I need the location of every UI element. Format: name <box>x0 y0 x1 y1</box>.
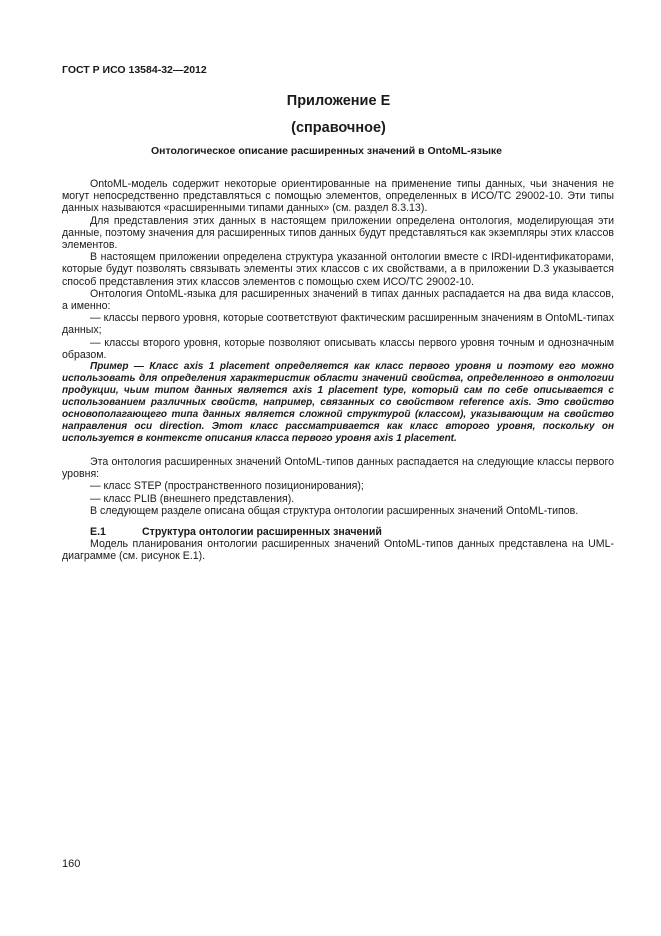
document-body <box>62 178 614 563</box>
section-heading <box>62 526 614 538</box>
standard-header: ГОСТ Р ИСО 13584-32—2012 <box>62 64 207 76</box>
spacer <box>62 445 614 456</box>
paragraph: Эта онтология расширенных значений OntoML-типов данных распадается на следующие классы первого уровня: <box>62 456 614 481</box>
list-item: — класс PLIB (внешнего представления). <box>90 492 295 505</box>
paragraph: OntoML-модель содержит некоторые ориентированные на применение типы данных, чьи значения не могут непосредственно представляться с помощью элементов, определенных в ИСО/ТС 29002-10. Эти типы данных называются «расширенными типами данных» (см. раздел 8.3.13). <box>62 178 614 215</box>
list-item: — классы первого уровня, которые соответствуют фактическим расширенным значениям в OntoML-типах данных; <box>62 312 614 337</box>
annex-kind: (справочное) <box>291 120 386 136</box>
section-title: Структура онтологии расширенных значений <box>142 526 382 539</box>
section-number: Е.1 <box>90 526 106 539</box>
page-number: 160 <box>62 858 81 870</box>
example-note: Пример — Класс axis 1 placement определяется как класс первого уровня и поэтому его можно использовать для определения характеристик области значений свойства, определенного в онтологии продукции, чьим типом данных является axis 1 placement type, который сам по себе описывается с использованием различных свойств, например, связанных со свойством reference axis. Это свойство основополагающего типа данных является сложной структурой (классом), указывающим на свойство направления оси direction. Этот класс рассматривается как класс второго уровня, поскольку он используется в контексте описания класса первого уровня axis 1 placement. <box>62 361 614 445</box>
list-item: — классы второго уровня, которые позволяют описывать классы первого уровня точным и однозначным образом. <box>62 336 614 361</box>
paragraph: Онтология OntoML-языка для расширенных значений в типах данных распадается на два вида классов, а именно: <box>62 287 614 313</box>
list-item: — класс STEP (пространственного позиционирования); <box>90 480 364 493</box>
annex-subtitle: Онтологическое описание расширенных значений в OntoML-языке <box>150 145 503 157</box>
paragraph: В настоящем приложении определена структура указанной онтологии вместе с IRDI-идентификаторами, которые будут позволять связывать элементы этих классов с их свойствами, а в приложении D.3 указывается способ представления этих классов элементов с помощью схем ИСО/ТС 29002-10. <box>62 251 614 288</box>
paragraph: В следующем разделе описана общая структура онтологии расширенных значений OntoML-типов. <box>90 504 579 517</box>
paragraph: Модель планирования онтологии расширенных значений OntoML-типов данных представлена на UML-диаграмме (см. рисунок Е.1). <box>62 538 614 563</box>
paragraph: Для представления этих данных в настоящем приложении определена онтология, моделирующая эти данные, поэтому значения для расширенных типов данных будут представляться как экземпляры этих классов элементов. <box>62 214 614 252</box>
annex-title: Приложение Е <box>286 93 391 109</box>
